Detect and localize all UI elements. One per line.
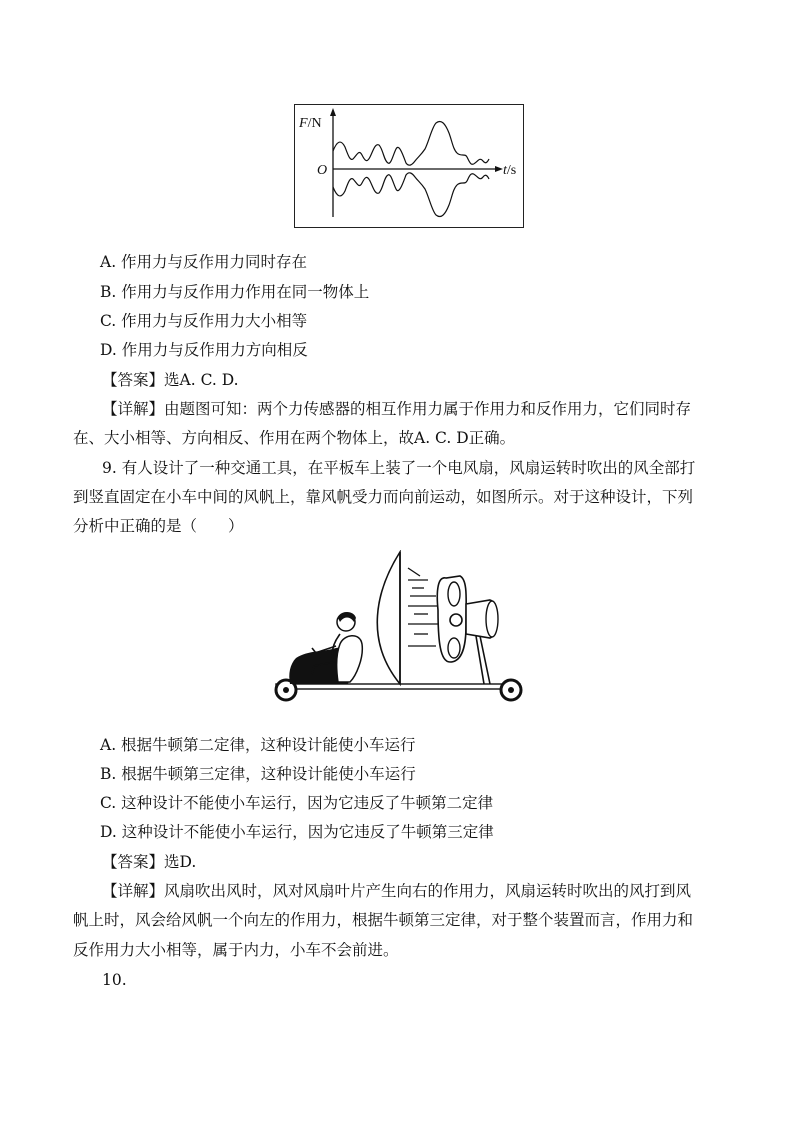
fan-blade-bottom xyxy=(448,638,460,658)
cart-platform xyxy=(276,684,520,689)
q9-answer xyxy=(102,852,196,872)
answer-text: 选A. C. D. xyxy=(164,371,239,389)
fan-cart-figure xyxy=(268,550,530,708)
q8-option-c: C. 作用力与反作用力大小相等 xyxy=(100,312,308,330)
q9-detail-line-2: 帆上时，风会给风帆一个向左的作用力，根据牛顿第三定律，对于整个装置而言，作用力和 xyxy=(73,911,694,929)
q8-option-a: A. 作用力与反作用力同时存在 xyxy=(100,253,308,271)
q8-detail-line-1 xyxy=(102,399,691,419)
force-time-graph xyxy=(295,105,525,229)
q8-option-b: B. 作用力与反作用力作用在同一物体上 xyxy=(100,283,370,301)
right-wheel-hub xyxy=(508,687,514,693)
q9-option-d: D. 这种设计不能使小车运行，因为它违反了牛顿第三定律 xyxy=(100,823,494,841)
answer-text: 选D. xyxy=(164,853,197,871)
q9-detail-line-1 xyxy=(102,881,691,901)
q9-option-b: B. 根据牛顿第三定律，这种设计能使小车运行 xyxy=(100,765,416,783)
q9-stem-line-1: 9. 有人设计了一种交通工具，在平板车上装了一个电风扇，风扇运转时吹出的风全部打 xyxy=(102,459,696,477)
fan-blade-top xyxy=(448,582,460,606)
sail xyxy=(377,552,400,684)
y-axis-arrow xyxy=(330,108,336,116)
detail-text: 风扇吹出风时，风对风扇叶片产生向右的作用力，风扇运转时吹出的风打到风 xyxy=(164,882,692,900)
y-axis-label: F/N xyxy=(299,116,322,131)
left-wheel-hub xyxy=(283,687,289,693)
q8-detail-line-2: 在、大小相等、方向相反、作用在两个物体上，故A. C. D正确。 xyxy=(73,429,516,447)
q9-option-a: A. 根据牛顿第二定律，这种设计能使小车运行 xyxy=(100,736,416,754)
motor-back xyxy=(486,601,498,637)
q9-stem-line-2: 到竖直固定在小车中间的风帆上，靠风帆受力而向前运动，如图所示。对于这种设计，下列 xyxy=(73,488,694,506)
upper-force-curve xyxy=(333,121,489,165)
detail-tag: 【详解】 xyxy=(102,400,165,418)
detail-tag: 【详解】 xyxy=(102,882,165,900)
fan-hub xyxy=(450,614,462,626)
q10-number: 10. xyxy=(102,971,127,989)
fan-stand xyxy=(476,636,490,684)
fan-cart-illustration xyxy=(268,550,530,708)
x-axis-arrow xyxy=(495,166,503,172)
origin-label: O xyxy=(317,163,328,178)
lower-force-curve xyxy=(333,173,489,217)
q9-stem-line-3: 分析中正确的是（ ） xyxy=(73,517,244,535)
q8-option-d: D. 作用力与反作用力方向相反 xyxy=(100,341,308,359)
q9-detail-line-3: 反作用力大小相等，属于内力，小车不会前进。 xyxy=(73,941,399,959)
seat-back xyxy=(337,636,363,682)
detail-text: 由题图可知：两个力传感器的相互作用力属于作用力和反作用力，它们同时存 xyxy=(164,400,692,418)
q9-option-c: C. 这种设计不能使小车运行，因为它违反了牛顿第二定律 xyxy=(100,794,494,812)
wind-lines xyxy=(408,568,442,646)
answer-tag: 【答案】 xyxy=(102,371,165,389)
answer-tag: 【答案】 xyxy=(102,853,165,871)
x-axis-label: t/s xyxy=(503,163,517,178)
q8-answer xyxy=(102,370,239,390)
force-time-graph-figure xyxy=(294,104,524,228)
